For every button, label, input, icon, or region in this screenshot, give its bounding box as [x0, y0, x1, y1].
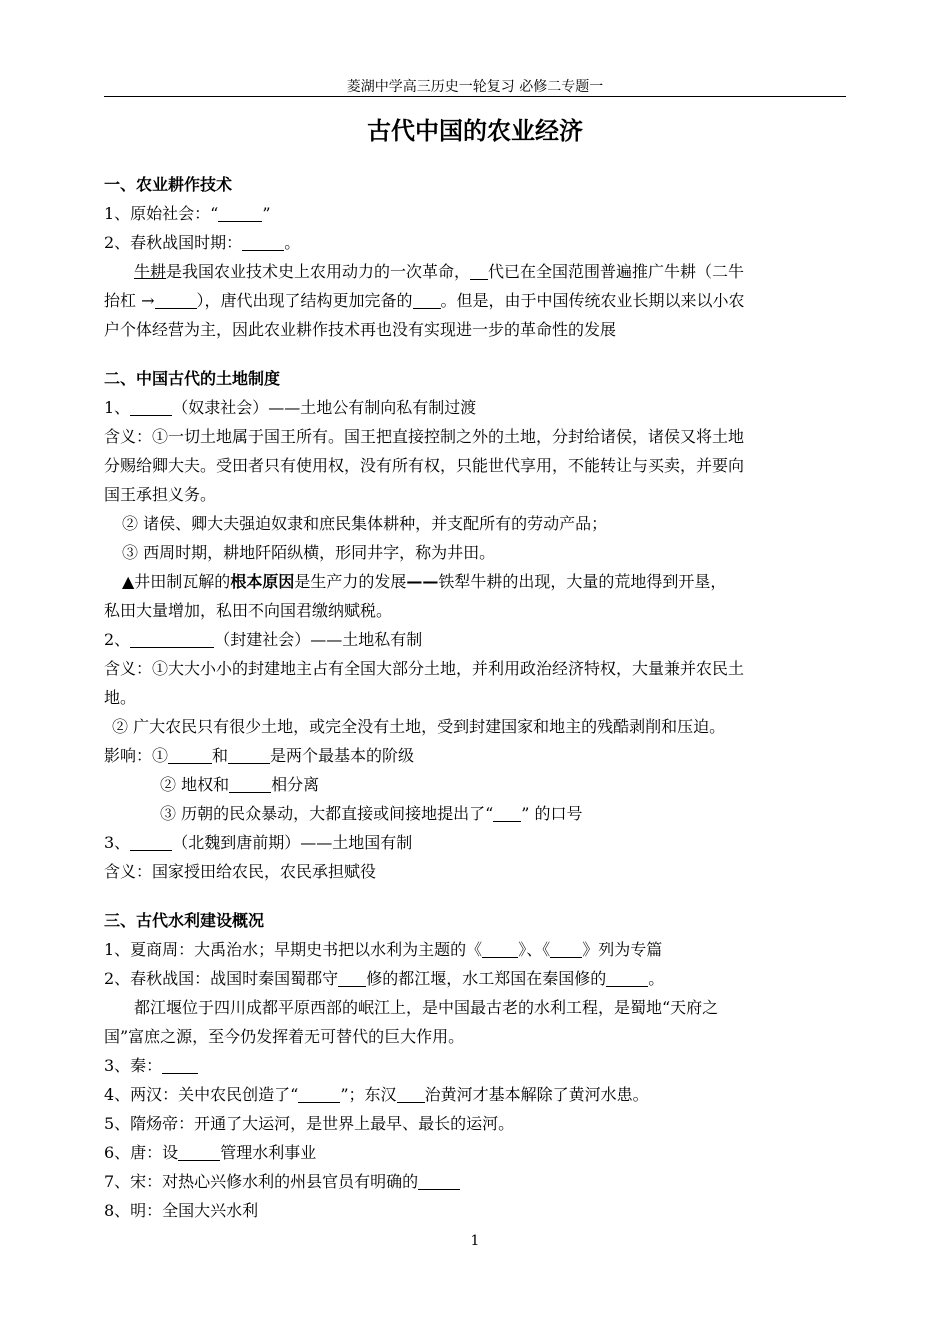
- text: ”；东汉: [340, 1085, 397, 1104]
- s2-impact-line-1: [104, 741, 846, 770]
- text: ），唐代出现了结构更加完备的: [196, 291, 413, 310]
- text: 。: [648, 969, 665, 988]
- fill-blank[interactable]: [242, 232, 284, 251]
- text: ③ 历朝的民众暴动，大都直接或间接地提出了“: [160, 804, 494, 823]
- text: （北魏到唐前期）——土地国有制: [172, 833, 413, 852]
- s2-meaning3-line-1: 含义：国家授田给农民，农民承担赋役: [104, 862, 377, 881]
- text: 治黄河才基本解除了黄河水患。: [424, 1085, 649, 1104]
- text: ”: [262, 204, 271, 223]
- s1-paragraph-line-2: [104, 286, 846, 315]
- header-rule: [104, 96, 846, 97]
- text: 3、: [104, 833, 131, 852]
- s2-impact-line-2: [104, 770, 846, 799]
- fill-blank[interactable]: [298, 1084, 340, 1103]
- fill-blank[interactable]: [413, 290, 441, 309]
- text: 》、《: [518, 940, 551, 959]
- text: ” 的口号: [521, 804, 583, 823]
- fill-blank[interactable]: [178, 1142, 220, 1161]
- s3-item-1: [104, 935, 846, 964]
- text: 2、春秋战国时期：: [104, 233, 243, 252]
- fill-blank[interactable]: [418, 1171, 460, 1190]
- fill-blank[interactable]: [218, 203, 262, 222]
- s2-meaning-line-2: 分赐给卿大夫。受田者只有使用权，没有所有权，只能世代享用，不能转让与买卖，并要向: [104, 456, 745, 475]
- text: ▲井田制瓦解的: [122, 572, 231, 591]
- text: 4、两汉：关中农民创造了“: [104, 1085, 299, 1104]
- page-number: 1: [470, 1233, 480, 1249]
- s1-paragraph-line-1: [104, 257, 846, 286]
- text: 1、夏商周：大禹治水；早期史书把以水利为主题的《: [104, 940, 483, 959]
- text: 》列为专篇: [582, 940, 663, 959]
- text: 管理水利事业: [220, 1143, 317, 1162]
- text: （封建社会）——土地私有制: [214, 630, 423, 649]
- fill-blank[interactable]: [550, 939, 582, 958]
- text: 相分离: [271, 775, 320, 794]
- s3-item-4: [104, 1080, 846, 1109]
- page-title: 古代中国的农业经济: [367, 117, 583, 145]
- s2-item-1: [104, 393, 846, 422]
- fill-blank[interactable]: [470, 261, 488, 280]
- fill-blank[interactable]: [482, 939, 518, 958]
- text: 铁犁牛耕的出现，大量的荒地得到开垦，: [438, 572, 727, 591]
- page-header: 菱湖中学高三历史一轮复习 必修二专题一: [346, 79, 604, 95]
- s2-impact-line-3: [104, 799, 846, 828]
- s2-meaning-line-3: 国王承担义务。: [104, 485, 217, 504]
- fill-blank[interactable]: [168, 745, 212, 764]
- s2-meaning-line-5: ③ 西周时期，耕地阡陌纵横，形同井字，称为井田。: [122, 543, 496, 562]
- section-gap: [104, 344, 846, 364]
- fill-blank[interactable]: [162, 1055, 198, 1074]
- s2-meaning2-line-1: 含义：①大大小小的封建地主占有全国大部分土地，并利用政治经济特权，大量兼并农民土: [104, 659, 745, 678]
- text: 2、春秋战国：战国时秦国蜀郡守: [104, 969, 339, 988]
- fill-blank[interactable]: [155, 290, 197, 309]
- text: 影响：①: [104, 746, 169, 765]
- section-gap: [104, 886, 846, 906]
- s2-reason-line-2: 私田大量增加，私田不向国君缴纳赋税。: [104, 601, 393, 620]
- fill-blank[interactable]: [397, 1084, 425, 1103]
- text: 3、秦：: [104, 1056, 163, 1075]
- s2-meaning2-line-3: ② 广大农民只有很少土地，或完全没有土地，受到封建国家和地主的残酷剥削和压迫。: [112, 717, 726, 736]
- s3-item-2: [104, 964, 846, 993]
- s1-item-2: [104, 228, 846, 257]
- s2-item-3: [104, 828, 846, 857]
- s2-meaning-line-1: 含义：①一切土地属于国王所有。国王把直接控制之外的土地，分封给诸侯，诸侯又将土地: [104, 427, 745, 446]
- s2-item-2: [104, 625, 846, 654]
- s2-meaning-line-4: ② 诸侯、卿大夫强迫奴隶和庶民集体耕种，并支配所有的劳动产品；: [122, 514, 608, 533]
- underlined-term: 牛耕: [134, 262, 167, 281]
- text: 6、唐：设: [104, 1143, 179, 1162]
- s1-item-1: [104, 199, 846, 228]
- s1-paragraph-line-3: 户个体经营为主，因此农业耕作技术再也没有实现进一步的革命性的发展: [104, 320, 617, 339]
- fill-blank[interactable]: [130, 629, 214, 648]
- text: 是生产力的发展: [294, 572, 407, 591]
- s3-item-8: 8、明：全国大兴水利: [104, 1201, 259, 1220]
- document-body: [104, 170, 846, 1225]
- text: 2、: [104, 630, 131, 649]
- text: 。但是，由于中国传统农业长期以来以小农: [440, 291, 745, 310]
- section-heading-1: 一、农业耕作技术: [104, 175, 233, 194]
- s3-item-7: [104, 1167, 846, 1196]
- s3-item-3: [104, 1051, 846, 1080]
- s3-paragraph-line-2: 国”富庶之源，至今仍发挥着无可替代的巨大作用。: [104, 1027, 465, 1046]
- text: 抬杠 →: [104, 291, 155, 310]
- text: （奴隶社会）——土地公有制向私有制过渡: [172, 398, 477, 417]
- fill-blank[interactable]: [606, 968, 648, 987]
- bold-term: 根本原因: [230, 572, 295, 591]
- s2-meaning2-line-2: 地。: [104, 688, 137, 707]
- text: 是两个最基本的阶级: [270, 746, 415, 765]
- text: 和: [212, 746, 229, 765]
- s3-item-5: 5、隋炀帝：开通了大运河，是世界上最早、最长的运河。: [104, 1114, 515, 1133]
- fill-blank[interactable]: [228, 745, 270, 764]
- fill-blank[interactable]: [130, 832, 172, 851]
- text: 7、宋：对热心兴修水利的州县官员有明确的: [104, 1172, 419, 1191]
- section-heading-3: 三、古代水利建设概况: [104, 911, 265, 930]
- text: 1、原始社会：“: [104, 204, 219, 223]
- s3-item-6: [104, 1138, 846, 1167]
- bold-dash: ——: [406, 572, 439, 591]
- s2-reason-line-1: [104, 567, 846, 596]
- section-heading-2: 二、中国古代的土地制度: [104, 369, 281, 388]
- fill-blank[interactable]: [338, 968, 366, 987]
- s3-paragraph-line-1: 都江堰位于四川成都平原西部的岷江上，是中国最古老的水利工程，是蜀地“天府之: [134, 998, 719, 1017]
- fill-blank[interactable]: [229, 774, 271, 793]
- text: ② 地权和: [160, 775, 230, 794]
- fill-blank[interactable]: [493, 803, 521, 822]
- text: 是我国农业技术史上农用动力的一次革命，: [166, 262, 471, 281]
- text: 代已在全国范围普遍推广牛耕（二牛: [488, 262, 745, 281]
- text: 。: [284, 233, 301, 252]
- text: 修的都江堰，水工郑国在秦国修的: [366, 969, 607, 988]
- fill-blank[interactable]: [130, 397, 172, 416]
- text: 1、: [104, 398, 131, 417]
